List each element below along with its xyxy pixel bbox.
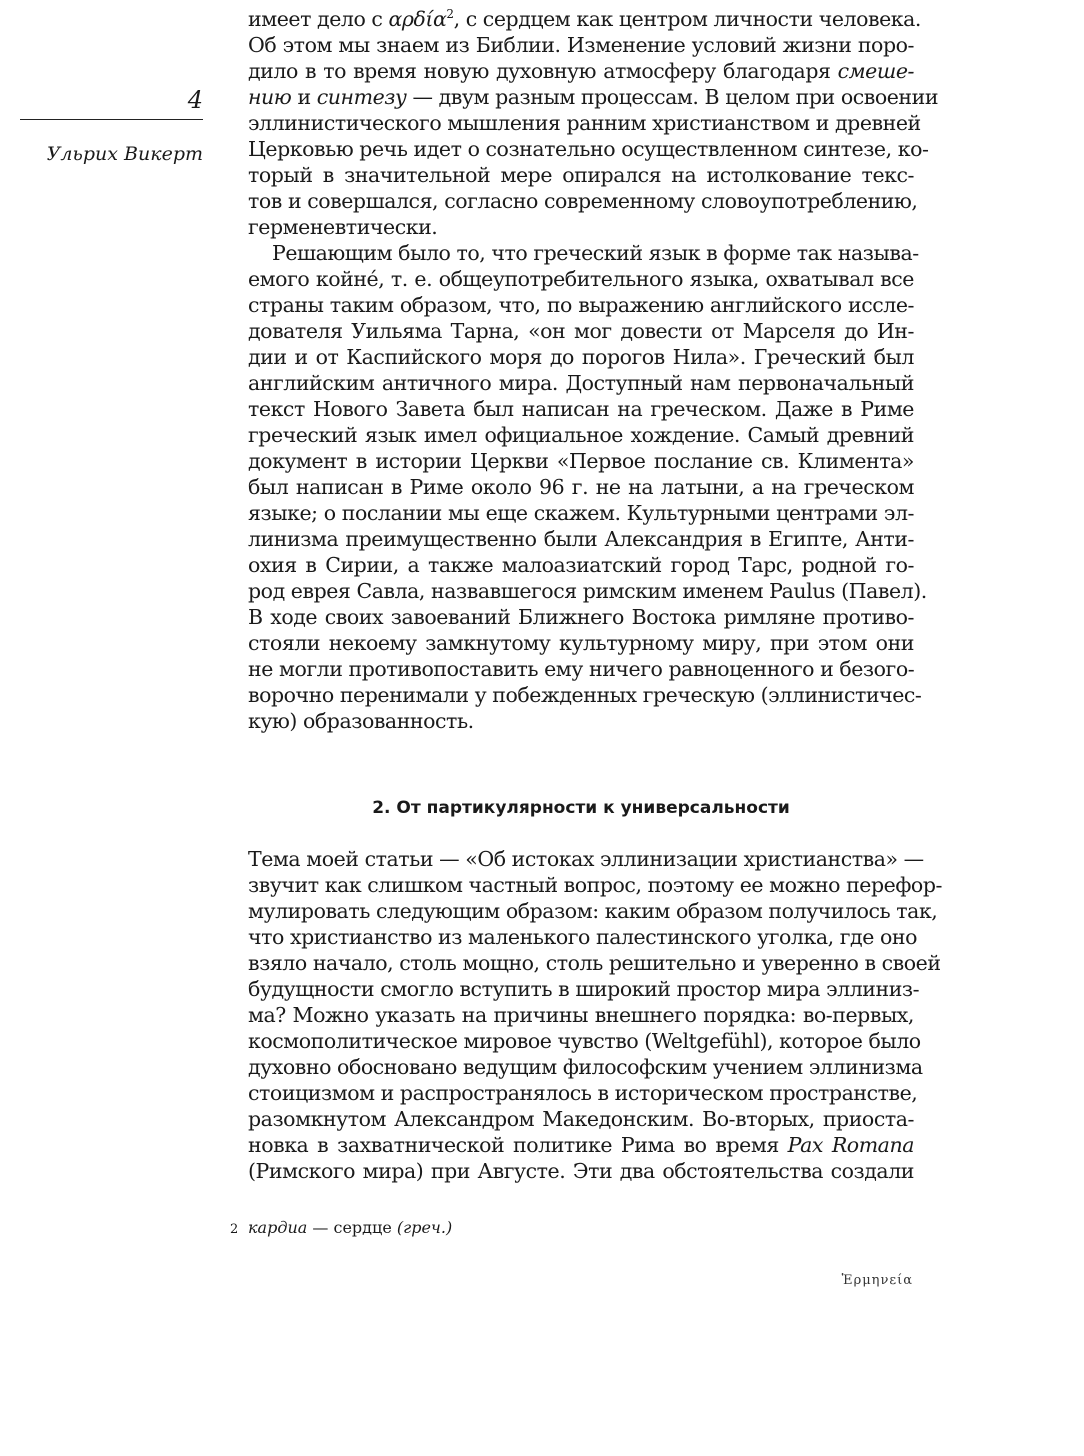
- text-line: языке; о послании мы еще скажем. Культурными центрами эл-: [248, 501, 914, 525]
- footnote-number: 2: [230, 1222, 239, 1237]
- page-number: 4: [187, 86, 203, 114]
- text-line: имеет дело с αρδία$^2$, с сердцем как центром личности человека.: [248, 7, 921, 31]
- text-line: был написан в Риме около 96 г. не на латыни, а на греческом: [248, 475, 914, 499]
- running-head-author: Ульрих Викерт: [46, 143, 203, 165]
- text-line: стояли некоему замкнутому культурному миру, при этом они: [248, 631, 914, 655]
- text-line: герменевтически.: [248, 215, 438, 239]
- text-line: кую) образованность.: [248, 709, 474, 733]
- text-line: (Римского мира) при Августе. Эти два обстоятельства создали: [248, 1159, 914, 1183]
- text-line: звучит как слишком частный вопрос, поэтому ее можно перефор-: [248, 873, 942, 897]
- text-line: торый в значительной мере опирался на истолкование текс-: [248, 163, 914, 187]
- section-heading: 2. От партикулярности к универсальности: [372, 798, 790, 818]
- text-line: емого койне́, т. е. общеупотребительного языка, охватывал все: [248, 267, 914, 291]
- text-line: ма? Можно указать на причины внешнего порядка: во-первых,: [248, 1003, 914, 1027]
- text-line: нию и синтезу — двум разным процессам. В целом при освоении: [248, 85, 939, 109]
- text-line: Решающим было то, что греческий язык в форме так называ-: [272, 241, 919, 265]
- margin-rule: [20, 119, 203, 120]
- text-line: дователя Уильяма Тарна, «он мог довести от Марселя до Ин-: [248, 319, 914, 343]
- footnote-reference: 2: [446, 7, 454, 21]
- text-line: новка в захватнической политике Рима во время Pax Romana: [248, 1133, 914, 1157]
- text-line: разомкнутом Александром Македонским. Во-вторых, приоста-: [248, 1107, 914, 1131]
- footnote: [230, 1218, 452, 1240]
- text-line: страны таким образом, что, по выражению английского иссле-: [248, 293, 914, 317]
- text-line: английским античного мира. Доступный нам первоначальный: [248, 371, 914, 395]
- text-line: будущности смогло вступить в широкий простор мира эллиниз-: [248, 977, 920, 1001]
- text-line: эллинистического мышления ранним христианством и древней: [248, 111, 921, 135]
- text-line: род еврея Савла, назвавшегося римским именем Paulus (Павел).: [248, 579, 927, 603]
- text-line: текст Нового Завета был написан на греческом. Даже в Риме: [248, 397, 914, 421]
- journal-title: Ἑρμηνεία: [841, 1273, 913, 1288]
- text-line: В ходе своих завоеваний Ближнего Востока римляне противо-: [248, 605, 914, 629]
- text-line: дии и от Каспийского моря до порогов Нила». Греческий был: [248, 345, 914, 369]
- text-line: что христианство из маленького палестинского уголка, где оно: [248, 925, 917, 949]
- footnote-term: кардиа: [248, 1218, 308, 1237]
- text-line: духовно обосновано ведущим философским учением эллинизма: [248, 1055, 923, 1079]
- text-line: дило в то время новую духовную атмосферу благодаря смеше-: [248, 59, 914, 83]
- text-line: линизма преимущественно были Александрия в Египте, Анти-: [248, 527, 914, 551]
- text-line: документ в истории Церкви «Первое послание св. Климента»: [248, 449, 914, 473]
- text-line: тов и совершался, согласно современному словоупотреблению,: [248, 189, 918, 213]
- text-line: мулировать следующим образом: каким образом получилось так,: [248, 899, 938, 923]
- text-line: Тема моей статьи — «Об истоках эллинизации христианства» —: [248, 847, 924, 871]
- text-line: не могли противопоставить ему ничего равноценного и безого-: [248, 657, 915, 681]
- text-line: взяло начало, столь мощно, столь решительно и уверенно в своей: [248, 951, 941, 975]
- text-line: космополитическое мировое чувство (Weltgefühl), которое было: [248, 1029, 921, 1053]
- footnote-text: — сердце: [307, 1218, 397, 1237]
- text-line: Об этом мы знаем из Библии. Изменение условий жизни поро-: [248, 33, 914, 57]
- footnote-note: (греч.): [396, 1218, 453, 1237]
- text-line: стоицизмом и распространялось в историческом пространстве,: [248, 1081, 918, 1105]
- text-line: ворочно перенимали у побежденных греческую (эллинистичес-: [248, 683, 922, 707]
- text-line: охия в Сирии, а также малоазиатский город Тарс, родной го-: [248, 553, 914, 577]
- text-line: греческий язык имел официальное хождение. Самый древний: [248, 423, 914, 447]
- text-line: Церковью речь идет о сознательно осуществленном синтезе, ко-: [248, 137, 929, 161]
